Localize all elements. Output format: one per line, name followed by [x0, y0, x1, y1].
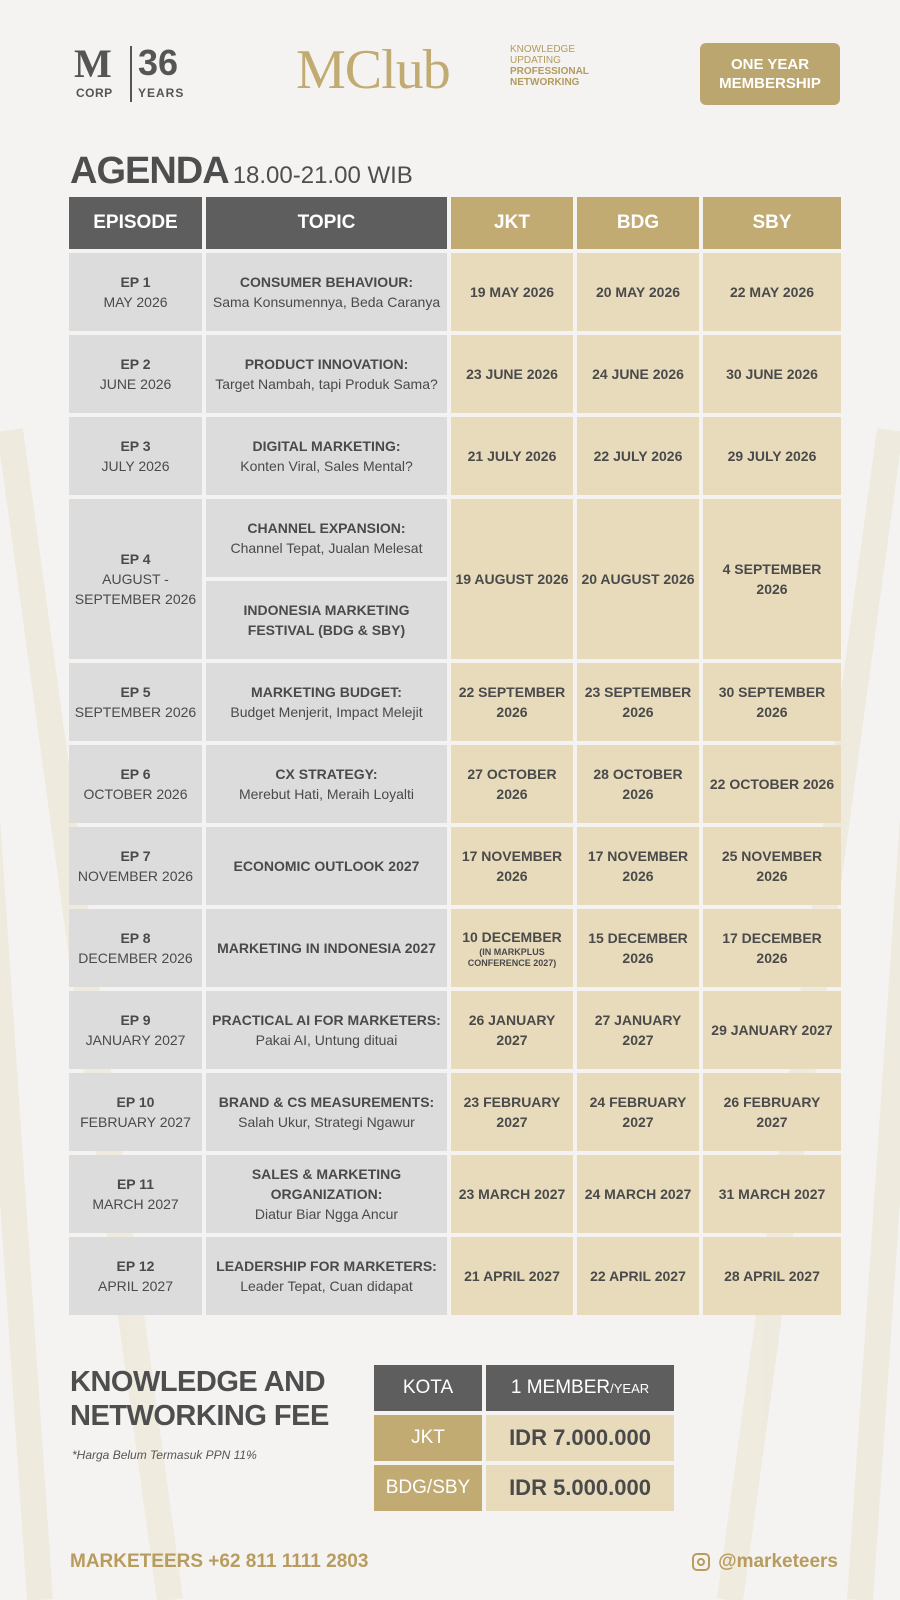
event-date: 19 AUGUST 2026	[455, 571, 569, 587]
topic-subtitle: Diatur Biar Ngga Ancur	[254, 1206, 399, 1222]
episode-cell	[69, 827, 202, 905]
date-cell-bdg	[577, 663, 699, 741]
episode-number: EP 8	[120, 930, 151, 946]
episode-cell	[69, 1237, 202, 1315]
topic-subtitle: Target Nambah, tapi Produk Sama?	[215, 376, 438, 392]
event-date: 29 JULY 2026	[727, 448, 817, 464]
topic-subtitle: Budget Menjerit, Impact Melejit	[230, 704, 423, 720]
topic-title: CX STRATEGY:	[275, 766, 378, 782]
event-date: 23 SEPTEMBER 2026	[584, 684, 692, 720]
event-date: 17 DECEMBER 2026	[722, 930, 822, 966]
episode-number: EP 4	[120, 551, 151, 567]
event-date: 23 MARCH 2027	[458, 1186, 566, 1202]
event-date: 17 NOVEMBER 2026	[461, 848, 563, 884]
topic-cell	[206, 745, 447, 823]
episode-cell	[69, 499, 202, 659]
topic-cell	[206, 417, 447, 495]
fee-title: KNOWLEDGE AND NETWORKING FEE	[70, 1366, 329, 1432]
column-header-episode: EPISODE	[69, 197, 202, 249]
event-date: 20 MAY 2026	[595, 284, 681, 300]
date-cell-sby	[703, 1155, 841, 1233]
topic-title: LEADERSHIP FOR MARKETERS:	[216, 1258, 437, 1274]
episode-cell	[69, 909, 202, 987]
topic-subtitle: Sama Konsumennya, Beda Caranya	[212, 294, 441, 310]
topic-cell	[206, 1237, 447, 1315]
date-cell-sby	[703, 253, 841, 331]
date-cell-jkt	[451, 991, 573, 1069]
event-date: 30 JUNE 2026	[726, 366, 818, 382]
episode-period: DECEMBER 2026	[78, 950, 193, 966]
mclub-logo: MClub KNOWLEDGE UPDATING PROFESSIONAL NETWORKING	[296, 39, 589, 101]
instagram-handle: @marketeers	[692, 1551, 838, 1573]
episode-period: MAY 2026	[103, 294, 168, 310]
date-cell-sby	[703, 745, 841, 823]
topic-title: CHANNEL EXPANSION:	[247, 520, 406, 536]
event-note: (IN MARKPLUS CONFERENCE 2027)	[467, 947, 557, 968]
date-cell-jkt	[451, 1237, 573, 1315]
event-date: 28 APRIL 2027	[724, 1268, 820, 1284]
date-cell-jkt	[451, 663, 573, 741]
date-cell-bdg	[577, 827, 699, 905]
topic-cell	[206, 909, 447, 987]
episode-cell	[69, 663, 202, 741]
episode-cell	[69, 1155, 202, 1233]
topic-cell	[206, 663, 447, 741]
episode-cell	[69, 1073, 202, 1151]
event-date: 21 JULY 2026	[467, 448, 557, 464]
episode-cell	[69, 335, 202, 413]
event-date: 25 NOVEMBER 2026	[721, 848, 823, 884]
event-date: 10 DECEMBER	[462, 929, 562, 945]
event-date: 22 OCTOBER 2026	[709, 776, 835, 792]
fee-header-price: 1 MEMBER /YEAR	[486, 1365, 674, 1411]
membership-badge: ONE YEAR MEMBERSHIP	[700, 43, 840, 105]
date-cell-sby	[703, 663, 841, 741]
date-cell-bdg	[577, 909, 699, 987]
topic-subtitle: Konten Viral, Sales Mental?	[240, 458, 413, 474]
date-cell-sby	[703, 991, 841, 1069]
date-cell-bdg	[577, 499, 699, 659]
date-cell-bdg	[577, 991, 699, 1069]
date-cell-jkt	[451, 253, 573, 331]
event-date: 4 SEPTEMBER 2026	[722, 561, 822, 597]
episode-number: EP 2	[120, 356, 151, 372]
fee-header-city: KOTA	[374, 1365, 482, 1411]
topic-cell	[206, 827, 447, 905]
event-date: 28 OCTOBER 2026	[593, 766, 683, 802]
episode-number: EP 6	[120, 766, 151, 782]
episode-number: EP 3	[120, 438, 151, 454]
event-date: 27 JANUARY 2027	[594, 1012, 682, 1048]
date-cell-jkt	[451, 417, 573, 495]
date-cell-sby	[703, 499, 841, 659]
topic-subtitle: Channel Tepat, Jualan Melesat	[230, 540, 423, 556]
event-date: 27 OCTOBER 2026	[467, 766, 557, 802]
topic-title: CONSUMER BEHAVIOUR:	[239, 274, 414, 290]
topic-cell	[206, 1073, 447, 1151]
topic-subtitle: Leader Tepat, Cuan didapat	[240, 1278, 413, 1294]
column-header-jkt: JKT	[451, 197, 573, 249]
date-cell-sby	[703, 335, 841, 413]
agenda-title: AGENDA 18.00-21.00 WIB	[70, 150, 413, 192]
episode-cell	[69, 991, 202, 1069]
date-cell-jkt	[451, 1073, 573, 1151]
event-date: 19 MAY 2026	[469, 284, 555, 300]
topic-title: PRODUCT INNOVATION:	[244, 356, 409, 372]
event-date: 31 MARCH 2027	[718, 1186, 826, 1202]
episode-period: JANUARY 2027	[85, 1032, 186, 1048]
date-cell-bdg	[577, 1073, 699, 1151]
episode-cell	[69, 253, 202, 331]
topic-title: BRAND & CS MEASUREMENTS:	[218, 1094, 435, 1110]
instagram-icon	[692, 1553, 710, 1571]
event-date: 17 NOVEMBER 2026	[587, 848, 689, 884]
event-date: 29 JANUARY 2027	[711, 1022, 833, 1038]
episode-period: MARCH 2027	[92, 1196, 179, 1212]
episode-period: AUGUST - SEPTEMBER 2026	[74, 571, 197, 607]
topic-title: ECONOMIC OUTLOOK 2027	[233, 858, 420, 874]
date-cell-bdg	[577, 253, 699, 331]
date-cell-bdg	[577, 335, 699, 413]
episode-period: JULY 2026	[101, 458, 170, 474]
date-cell-sby	[703, 1073, 841, 1151]
episode-number: EP 9	[120, 1012, 151, 1028]
topic-title: MARKETING BUDGET:	[251, 684, 402, 700]
topic-subtitle: Merebut Hati, Meraih Loyalti	[238, 786, 415, 802]
date-cell-jkt	[451, 827, 573, 905]
date-cell-sby	[703, 909, 841, 987]
column-header-sby: SBY	[703, 197, 841, 249]
episode-number: EP 1	[120, 274, 151, 290]
date-cell-bdg	[577, 1155, 699, 1233]
event-date: 23 JUNE 2026	[466, 366, 558, 382]
date-cell-bdg	[577, 417, 699, 495]
topic-title: PRACTICAL AI FOR MARKETERS:	[212, 1012, 441, 1028]
episode-period: JUNE 2026	[99, 376, 172, 392]
event-date: 21 APRIL 2027	[464, 1268, 560, 1284]
column-header-bdg: BDG	[577, 197, 699, 249]
event-date: 20 AUGUST 2026	[581, 571, 695, 587]
episode-number: EP 12	[116, 1258, 155, 1274]
tax-note: *Harga Belum Termasuk PPN 11%	[72, 1448, 257, 1462]
episode-number: EP 5	[120, 684, 151, 700]
event-date: 22 SEPTEMBER 2026	[458, 684, 566, 720]
date-cell-bdg	[577, 1237, 699, 1315]
episode-number: EP 10	[116, 1094, 155, 1110]
mcorp-36-years-logo: M CORP 36 YEARS	[74, 41, 185, 100]
event-date: 15 DECEMBER 2026	[588, 930, 688, 966]
date-cell-sby	[703, 827, 841, 905]
fee-city-jkt: JKT	[374, 1415, 482, 1461]
event-date: 22 JULY 2026	[593, 448, 683, 464]
topic-title: INDONESIA MARKETING FESTIVAL (BDG & SBY)	[243, 602, 410, 638]
topic-subtitle: Pakai AI, Untung dituai	[255, 1032, 398, 1048]
date-cell-sby	[703, 417, 841, 495]
topic-title: MARKETING IN INDONESIA 2027	[217, 940, 436, 956]
episode-cell	[69, 745, 202, 823]
date-cell-jkt	[451, 745, 573, 823]
topic-cell	[206, 253, 447, 331]
fee-price-bdg-sby: IDR 5.000.000	[486, 1465, 674, 1511]
topic-cell	[206, 335, 447, 413]
event-date: 26 JANUARY 2027	[468, 1012, 556, 1048]
episode-period: SEPTEMBER 2026	[74, 704, 197, 720]
event-date: 24 FEBRUARY 2027	[589, 1094, 687, 1130]
topic-title: SALES & MARKETING ORGANIZATION:	[251, 1166, 402, 1202]
topic-cell	[206, 991, 447, 1069]
topic-cell	[206, 499, 447, 577]
date-cell-bdg	[577, 745, 699, 823]
date-cell-jkt	[451, 909, 573, 987]
fee-price-jkt: IDR 7.000.000	[486, 1415, 674, 1461]
topic-title: DIGITAL MARKETING:	[252, 438, 401, 454]
episode-period: NOVEMBER 2026	[77, 868, 194, 884]
date-cell-sby	[703, 1237, 841, 1315]
topic-subtitle: Salah Ukur, Strategi Ngawur	[238, 1114, 415, 1130]
date-cell-jkt	[451, 499, 573, 659]
topic-cell	[206, 1155, 447, 1233]
episode-period: OCTOBER 2026	[83, 786, 188, 802]
episode-number: EP 7	[120, 848, 151, 864]
event-date: 24 MARCH 2027	[584, 1186, 692, 1202]
contact-phone: MARKETEERS +62 811 1111 2803	[70, 1551, 369, 1572]
event-date: 23 FEBRUARY 2027	[463, 1094, 561, 1130]
event-date: 26 FEBRUARY 2027	[723, 1094, 821, 1130]
event-date: 30 SEPTEMBER 2026	[718, 684, 826, 720]
date-cell-jkt	[451, 335, 573, 413]
fee-city-bdg-sby: BDG/SBY	[374, 1465, 482, 1511]
episode-period: APRIL 2027	[98, 1278, 173, 1294]
topic-cell	[206, 581, 447, 659]
episode-period: FEBRUARY 2027	[80, 1114, 191, 1130]
event-date: 24 JUNE 2026	[592, 366, 684, 382]
column-header-topic: TOPIC	[206, 197, 447, 249]
event-date: 22 MAY 2026	[729, 284, 815, 300]
episode-number: EP 11	[116, 1176, 155, 1192]
episode-cell	[69, 417, 202, 495]
event-date: 22 APRIL 2027	[590, 1268, 686, 1284]
date-cell-jkt	[451, 1155, 573, 1233]
